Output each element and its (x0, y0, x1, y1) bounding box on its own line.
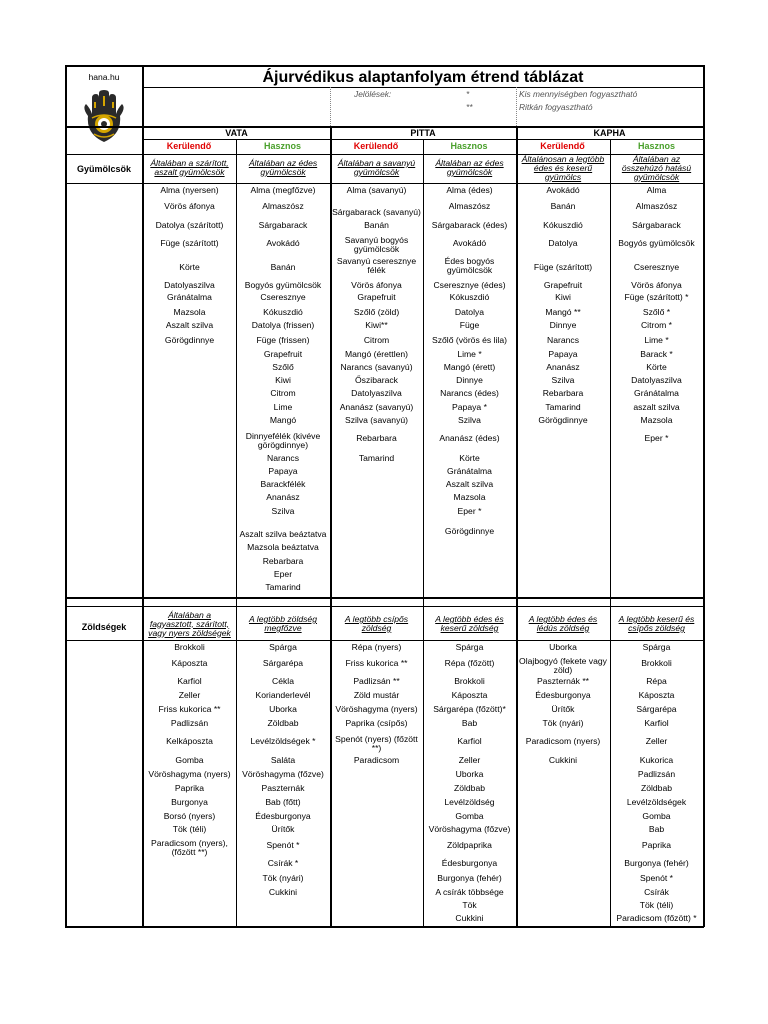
food-item: Ürítők (551, 703, 575, 714)
food-item: Mazsola (640, 414, 673, 425)
food-item: Tök (nyári) (262, 872, 304, 883)
food-item: Paradicsom (főzött) * (616, 912, 697, 923)
food-item: Padlizsán (637, 768, 676, 779)
food-item: Tamarind (265, 581, 301, 592)
hamsa-hand-logo (78, 88, 130, 144)
food-item: Kukorica (639, 754, 674, 765)
food-item: Grapefruit (263, 348, 303, 359)
food-item: Sárgarépa (főzött)* (433, 703, 506, 714)
food-item: Rebarbara (542, 387, 584, 398)
food-item: Mangó ** (545, 306, 581, 317)
vata-avoid-label: Kerülendő (166, 141, 212, 151)
food-item: Datolya (548, 237, 578, 248)
legend-text-2: Ritkán fogyasztható (519, 102, 593, 112)
food-item: Sárgarépa (262, 657, 304, 668)
column-header: A legtöbb csípős zöldség (344, 614, 409, 633)
food-item: Zeller (458, 754, 481, 765)
food-item: Szőlő (272, 361, 294, 372)
food-item: Paprika (csípős) (345, 717, 408, 728)
food-item: Szőlő (vörös és lila) (432, 334, 507, 345)
food-item: Lime * (457, 348, 482, 359)
food-item: Sárgabarack (édes) (431, 219, 508, 230)
food-item: Káposzta (638, 689, 675, 700)
food-item: Banán (270, 261, 296, 272)
food-item: Citrom (363, 334, 390, 345)
food-item: Grapefruit (543, 279, 583, 290)
food-item: Vöröshagyma (nyers) (335, 703, 418, 714)
food-item: Padlizsán (170, 717, 209, 728)
food-item: Mazsola beáztatva (247, 541, 319, 552)
food-item: Spenót * (266, 839, 300, 850)
kapha-good-label: Hasznos (637, 141, 675, 151)
food-item: Szilva (savanyú) (344, 414, 409, 425)
food-item: Füge (szárított) (533, 261, 593, 272)
food-item: Cékla (272, 675, 294, 686)
food-item: Csírák (644, 886, 669, 897)
food-item: Vörös áfonya (631, 279, 682, 290)
food-item: Zeller (178, 689, 201, 700)
food-item: Édes bogyós gyümölcsök (444, 256, 495, 275)
food-item: Narancs (547, 334, 579, 345)
food-item: Bab (648, 823, 665, 834)
food-item: Burgonya (171, 796, 208, 807)
food-item: Alma (édes) (446, 184, 493, 195)
food-item: Papaya (548, 348, 578, 359)
food-item: Cseresznye (édes) (433, 279, 506, 290)
food-item: Paszternák ** (536, 675, 590, 686)
column-header: Általánosan a legtöbb édes és keserű gyümölcs (521, 153, 605, 182)
food-item: Cukkini (268, 886, 298, 897)
food-item: Füge (szárított) * (624, 291, 689, 302)
food-item: Barackfélék (260, 478, 306, 489)
food-item: Datolyaszilva (164, 279, 215, 290)
food-item: Tamarind (545, 401, 581, 412)
food-item: Dinnyefélék (kivéve görögdinnye) (245, 431, 321, 450)
food-item: Paradicsom (nyers), (főzött **) (151, 838, 228, 857)
column-header: Általában a fagyasztott, szárított, vagy nyers zöldségek (148, 609, 231, 638)
food-item: Bogyós gyümölcsök (244, 279, 322, 290)
column-header: Általában a savanyú gyümölcsök (337, 158, 416, 177)
food-item: Narancs (267, 452, 299, 463)
food-item: Tök (462, 899, 477, 910)
food-item: aszalt szilva (633, 401, 680, 412)
food-item: Mazsola (173, 306, 206, 317)
page-title: Ájurvédikus alaptanfolyam étrend táblázat (262, 68, 584, 86)
food-item: Sárgabarack (savanyú) (332, 206, 421, 217)
food-item: Karfiol (177, 675, 202, 686)
food-item: Spenót (nyers) (főzött **) (335, 734, 418, 753)
food-item: Zöldbab (640, 782, 673, 793)
food-item: Alma (savanyú) (346, 184, 407, 195)
food-item: Banán (364, 219, 389, 230)
vata-good-label: Hasznos (263, 141, 301, 151)
food-item: Ananász (266, 491, 300, 502)
food-item: Bab (főtt) (265, 796, 301, 807)
food-item: Vöröshagyma (nyers) (148, 768, 231, 779)
food-item: Mangó (érettlen) (344, 348, 409, 359)
food-item: Citrom * (640, 319, 673, 330)
food-item: Uborka (455, 768, 484, 779)
food-item: Levélzöldségek (626, 796, 687, 807)
food-item: Kiwi** (365, 319, 388, 330)
food-item: Káposzta (451, 689, 488, 700)
food-item: Rebarbara (262, 555, 304, 566)
food-item: Korianderlevél (255, 689, 311, 700)
food-item: Édesburgonya (441, 857, 498, 868)
food-item: Almaszósz (262, 200, 304, 211)
food-item: Kiwi (275, 374, 291, 385)
pitta-avoid-label: Kerülendő (353, 141, 399, 151)
food-item: Levélzöldség (444, 796, 495, 807)
kapha-avoid-label: Kerülendő (540, 141, 585, 151)
food-item: Kókuszdió (543, 219, 583, 230)
food-item: Karfiol (457, 735, 482, 746)
column-header: Általában az édes gyümölcsök (435, 158, 504, 177)
food-item: Szilva (458, 414, 481, 425)
food-item: Ananász (édes) (439, 432, 500, 443)
food-item: Uborka (269, 703, 297, 714)
column-header: A legtöbb édes és lédús zöldség (528, 614, 598, 633)
food-item: Citrom (270, 387, 296, 398)
food-item: Karfiol (644, 717, 669, 728)
food-item: Mazsola (453, 491, 486, 502)
food-item: Szőlő (zöld) (353, 306, 400, 317)
food-item: Burgonya (fehér) (437, 872, 502, 883)
food-item: Kókuszdió (449, 291, 490, 302)
food-item: Vörös áfonya (351, 279, 402, 290)
food-item: Vöröshagyma (főzve) (428, 823, 511, 834)
food-item: Görögdinnye (164, 334, 215, 345)
food-item: Saláta (270, 754, 296, 765)
food-item: Sárgabarack (632, 219, 681, 230)
column-header: A legtöbb keserű és csípős zöldség (618, 614, 695, 633)
food-item: Kókuszdió (263, 306, 303, 317)
column-header: A legtöbb zöldség megfőzve (248, 614, 317, 633)
food-item: Papaya (268, 465, 298, 476)
food-item: Tök (téli) (172, 823, 207, 834)
food-item: Mangó (érett) (443, 361, 496, 372)
food-item: Uborka (549, 641, 577, 652)
food-item: Gránátalma (634, 387, 679, 398)
food-item: Avokádó (546, 184, 580, 195)
food-item: Brokkoli (174, 641, 205, 652)
food-item: Zöldbab (267, 717, 299, 728)
food-item: Brokkoli (641, 657, 672, 668)
food-item: Édesburgonya (535, 689, 591, 700)
food-item: Sárgarépa (636, 703, 677, 714)
food-item: Aszalt szilva (165, 319, 214, 330)
food-item: Vöröshagyma (főzve) (242, 768, 324, 779)
legend-text-1: Kis mennyiségben fogyasztható (519, 89, 638, 99)
food-item: Édesburgonya (255, 810, 311, 821)
food-item: Cseresznye (633, 261, 680, 272)
food-item: Papaya * (452, 401, 487, 412)
food-item: Csírák * (267, 857, 299, 868)
food-item: Kelkáposzta (166, 735, 213, 746)
food-item: Banán (550, 200, 576, 211)
food-item: Savanyú bogyós gyümölcsök (344, 235, 409, 254)
column-header: Általában a szárított, aszalt gyümölcsök (150, 158, 229, 177)
food-item: Olajbogyó (fekete vagy zöld) (519, 656, 607, 675)
food-item: Datolya (szárított) (155, 219, 224, 230)
food-item: Tök (téli) (639, 899, 674, 910)
food-item: Avokádó (452, 237, 487, 248)
food-item: Paprika (174, 782, 205, 793)
food-item: Cukkini (548, 754, 578, 765)
food-item: Mangó (269, 414, 297, 425)
food-item: Zeller (645, 735, 668, 746)
food-item: Őszibarack (355, 374, 398, 385)
food-item: Datolya (454, 306, 485, 317)
food-item: Friss kukorica ** (158, 703, 221, 714)
food-item: Kiwi (555, 291, 571, 302)
food-item: Körte (179, 261, 200, 272)
food-item: Görögdinnye (444, 525, 495, 536)
food-item: Burgonya (fehér) (624, 857, 689, 868)
food-item: Lime * (644, 334, 669, 345)
food-item: Paszternák (261, 782, 305, 793)
dosha-kapha: KAPHA (593, 128, 626, 138)
food-item: Padlizsán ** (353, 675, 400, 686)
legend-label: Jelölések: (354, 89, 392, 99)
food-item: Narancs (édes) (440, 387, 499, 398)
food-item: Szilva (271, 505, 295, 516)
food-item: Alma (646, 184, 667, 195)
food-item: Aszalt szilva (445, 478, 494, 489)
food-item: Eper * (457, 505, 482, 516)
legend-mark-2: ** (466, 102, 473, 112)
food-item: Paradicsom (353, 754, 400, 765)
food-item: Spárga (642, 641, 671, 652)
food-item: Gomba (175, 754, 204, 765)
food-item: Paradicsom (nyers) (525, 735, 601, 746)
food-item: Répa (646, 675, 667, 686)
pitta-good-label: Hasznos (450, 141, 488, 151)
dosha-pitta: PITTA (410, 128, 436, 138)
column-header: Általában az összehúzó hatású gyümölcsök (621, 153, 692, 182)
column-header: A legtöbb édes és keserű zöldség (435, 614, 504, 633)
food-item: Avokádó (266, 237, 300, 248)
category-fruits: Gyümölcsök (76, 163, 132, 174)
food-item: Tamarind (358, 452, 395, 463)
food-item: Cukkini (455, 912, 484, 923)
food-item: Ürítők (271, 823, 295, 834)
food-item: Spárga (269, 641, 297, 652)
food-item: Répa (nyers) (351, 641, 402, 652)
food-item: Spenót * (640, 872, 673, 883)
food-item: Körte (459, 452, 480, 463)
food-item: Ananász (546, 361, 580, 372)
food-item: Barack * (640, 348, 673, 359)
food-item: Bogyós gyümölcsök (618, 237, 695, 248)
food-item: Paprika (641, 839, 672, 850)
food-item: Répa (főzött) (444, 657, 495, 668)
food-item: Rebarbara (356, 432, 397, 443)
food-item: Aszalt szilva beáztatva (239, 528, 327, 539)
food-item: Dinnye (549, 319, 577, 330)
food-item: Ananász (savanyú) (339, 401, 414, 412)
food-item: Görögdinnye (538, 414, 588, 425)
food-item: Sárgabarack (258, 219, 308, 230)
food-item: Alma (megfőzve) (250, 184, 316, 195)
food-item: Gomba (455, 810, 484, 821)
food-item: Körte (646, 361, 667, 372)
food-item: Káposzta (171, 657, 208, 668)
brand-label: hana.hu (88, 71, 120, 82)
column-header: Általában az édes gyümölcsök (248, 158, 318, 177)
food-item: Narancs (savanyú) (340, 361, 413, 372)
food-item: Almaszósz (635, 200, 678, 211)
food-item: A csírák többsége (435, 886, 504, 897)
food-item: Füge (szárított) (160, 237, 219, 248)
food-item: Cseresznye (260, 291, 306, 302)
category-vegetables: Zöldségek (81, 621, 127, 632)
food-item: Almaszósz (448, 200, 491, 211)
legend-mark-1: * (466, 89, 470, 99)
food-item: Alma (nyersen) (160, 184, 219, 195)
food-item: Bab (461, 717, 478, 728)
food-item: Szilva (551, 374, 575, 385)
food-item: Zöldpaprika (447, 839, 492, 850)
food-item: Zöld mustár (353, 689, 400, 700)
food-item: Zöldbab (453, 782, 486, 793)
food-item: Datolyaszilva (631, 374, 682, 385)
food-item: Dinnye (456, 374, 483, 385)
food-item: Datolya (frissen) (251, 319, 315, 330)
food-item: Gránátalma (447, 465, 492, 476)
food-item: Füge (459, 319, 480, 330)
dosha-vata: VATA (225, 128, 248, 138)
food-item: Savanyú cseresznye félék (336, 256, 417, 275)
food-item: Gomba (642, 810, 671, 821)
food-item: Levélzöldségek * (250, 735, 316, 746)
food-item: Eper (273, 568, 293, 579)
food-item: Gránátalma (167, 291, 212, 302)
food-item: Lime (273, 401, 293, 412)
food-item: Vörös áfonya (164, 200, 215, 211)
food-item: Brokkoli (454, 675, 485, 686)
food-item: Eper * (644, 432, 669, 443)
food-item: Szőlő * (642, 306, 671, 317)
food-item: Friss kukorica ** (345, 657, 408, 668)
food-item: Grapefruit (357, 291, 396, 302)
food-item: Füge (frissen) (256, 334, 310, 345)
food-item: Tök (nyári) (542, 717, 584, 728)
food-item: Spárga (455, 641, 484, 652)
food-item: Borsó (nyers) (163, 810, 216, 821)
food-item: Datolyaszilva (351, 387, 402, 398)
